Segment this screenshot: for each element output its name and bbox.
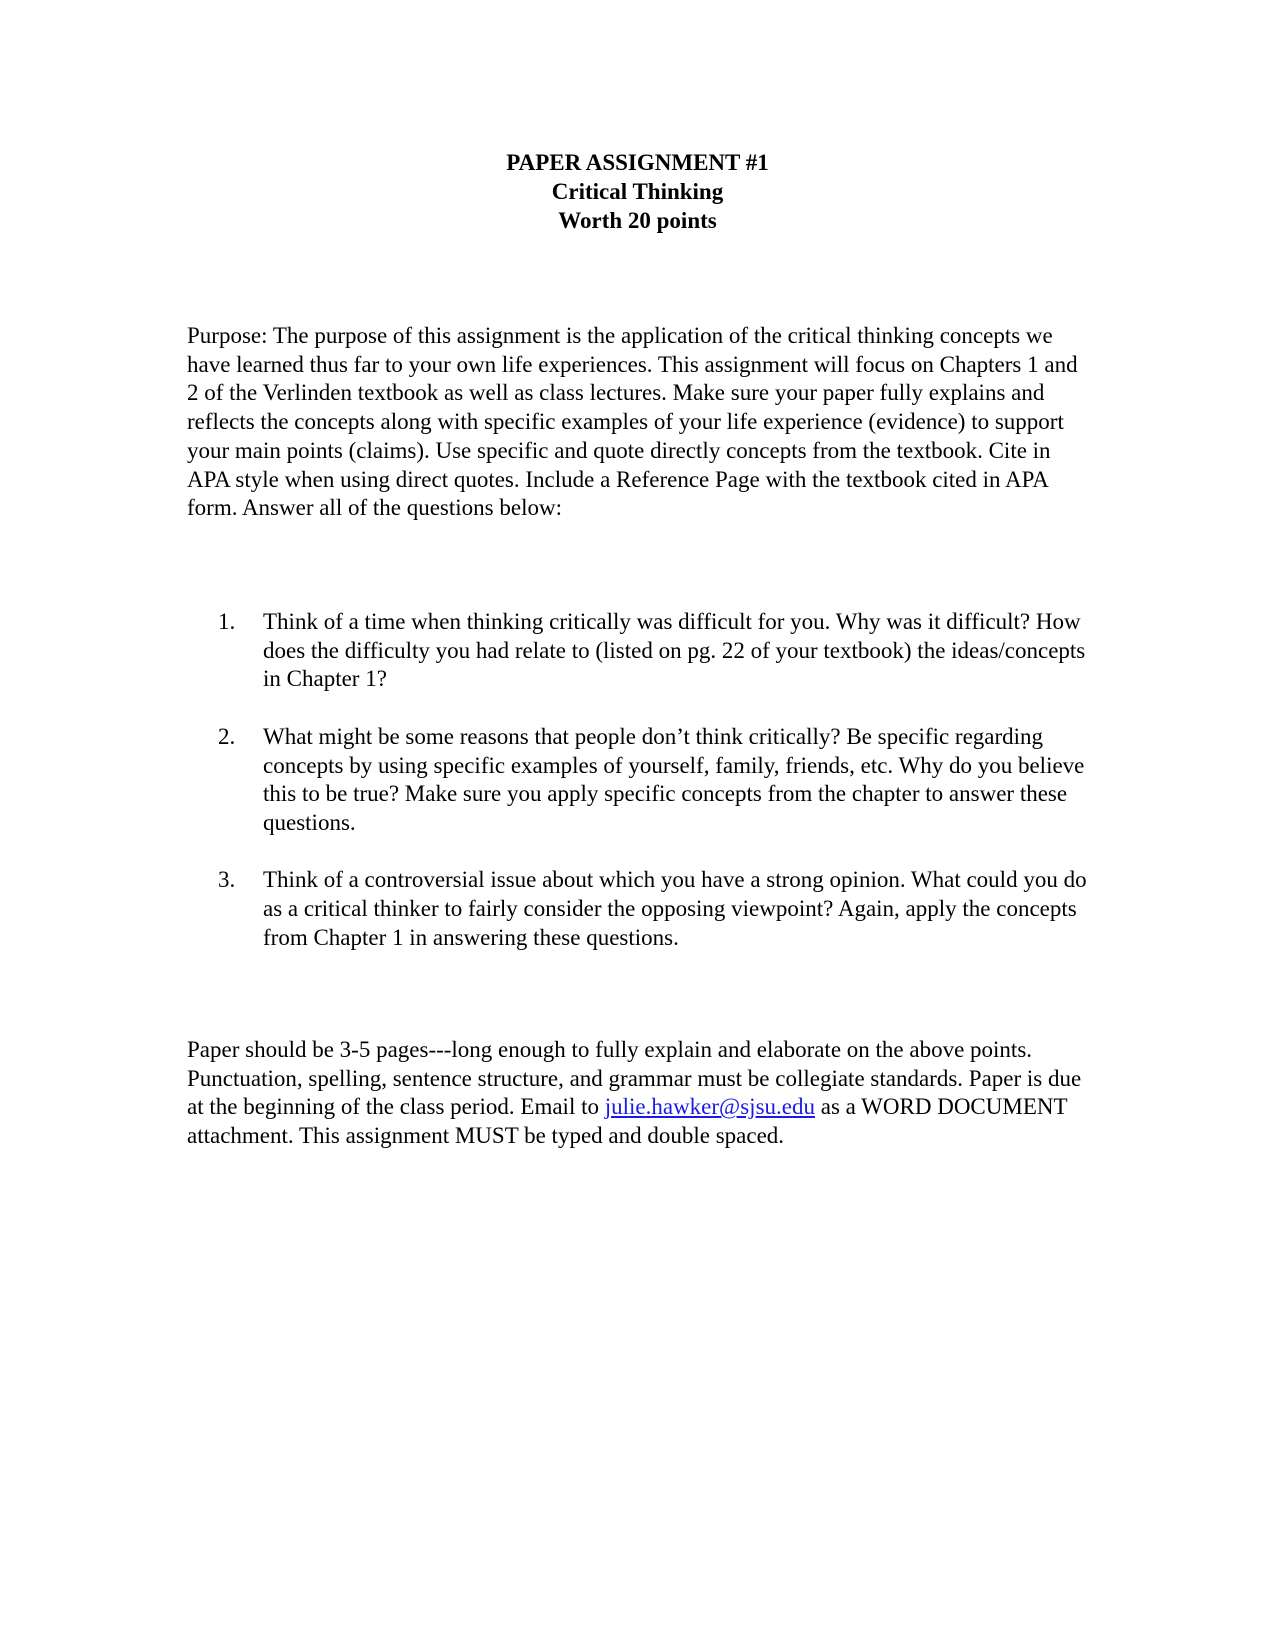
- question-text: Think of a time when thinking critically was difficult for you. Why was it difficult? How does the difficulty you had relate to (listed on pg. 22 of your textbook) the ideas/concepts in Chapter 1?: [263, 609, 1086, 692]
- list-item: [218, 723, 1098, 838]
- closing-text-after: as a WORD DOCUMENT attachment. This assignment MUST be typed and double spaced.: [187, 1094, 1068, 1149]
- list-item: [218, 866, 1098, 952]
- assignment-title: PAPER ASSIGNMENT #1: [506, 150, 769, 175]
- purpose-paragraph: Purpose: The purpose of this assignment is the application of the critical thinking concepts we have learned thus far to your own life experiences. This assignment will focus on Chapters 1 and 2 of the Verlinden textbook as well as class lectures. Make sure your paper fully explains and reflects the concepts along with specific examples of your life experience (evidence) to support your main points (claims). Use specific and quote directly concepts from the textbook. Cite in APA style when using direct quotes. Include a Reference Page with the textbook cited in APA form. Answer all of the questions below:: [187, 323, 1078, 521]
- question-number: 1.: [218, 609, 236, 634]
- question-text: What might be some reasons that people don’t think critically? Be specific regarding concepts by using specific examples of yourself, family, friends, etc. Why do you believe this to be true? Make sure you apply specific concepts from the chapter to answer these questions.: [263, 723, 1085, 835]
- assignment-subtitle: Critical Thinking: [551, 179, 724, 204]
- closing-text-before: Paper should be 3-5 pages---long enough to fully explain and elaborate on the above points. Punctuation, spelling, sentence structure, and grammar must be collegiate standards. Paper is due at the beginning of the class period. Email to: [187, 1037, 1082, 1120]
- question-list: [218, 608, 1098, 981]
- question-number: 3.: [218, 867, 236, 893]
- question-text: Think of a controversial issue about which you have a strong opinion. What could you do as a critical thinker to fairly consider the opposing viewpoint? Again, apply the concepts from Chapter 1 in answering these questions.: [263, 867, 1087, 950]
- question-number: 2.: [218, 723, 236, 749]
- assignment-points: Worth 20 points: [558, 208, 717, 233]
- list-item: [218, 608, 1098, 694]
- title-block: [0, 148, 1275, 235]
- email-link[interactable]: julie.hawker@sjsu.edu: [604, 1094, 815, 1120]
- closing-paragraph: [187, 1036, 1092, 1151]
